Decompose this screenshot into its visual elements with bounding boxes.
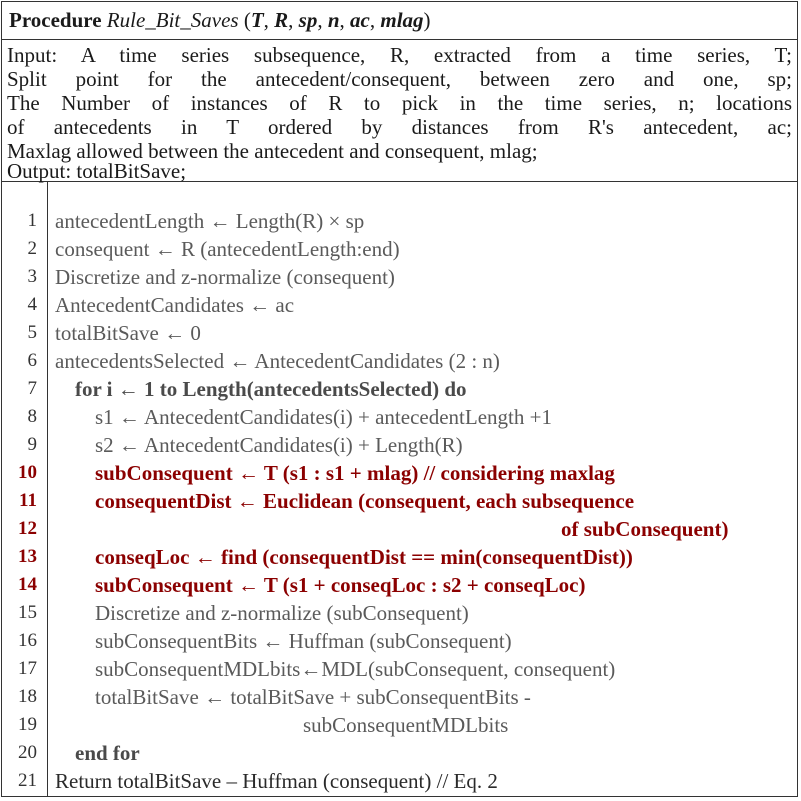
arg-mlag: mlag bbox=[380, 8, 424, 32]
code-line-13: conseqLoc ← find (consequentDist == min(consequentDist)) bbox=[95, 545, 633, 569]
line-number: 1 bbox=[27, 210, 37, 231]
input-line-3: The Number of instances of R to pick in the time series, n; locations bbox=[7, 91, 792, 115]
code-line-6: antecedentsSelected ← AntecedentCandidates (2 : n) bbox=[55, 349, 500, 373]
code-line-2: consequent ← R (antecedentLength:end) bbox=[55, 237, 400, 261]
line-number: 10 bbox=[18, 462, 37, 483]
line-number: 15 bbox=[18, 602, 37, 623]
algorithm-body bbox=[1, 182, 798, 797]
code-line-9: s2 ← AntecedentCandidates(i) + Length(R) bbox=[95, 433, 463, 457]
code-line-20: end for bbox=[75, 741, 140, 765]
code-line-8: s1 ← AntecedentCandidates(i) + antecedentLength +1 bbox=[95, 405, 552, 429]
arg-sp: sp bbox=[298, 8, 318, 32]
line-number: 5 bbox=[27, 322, 37, 343]
line-number: 19 bbox=[18, 714, 37, 735]
code-line-19: subConsequentMDLbits bbox=[303, 713, 509, 737]
procedure-header bbox=[1, 1, 798, 182]
line-number: 6 bbox=[27, 350, 37, 371]
output-line: Output: totalBitSave; bbox=[7, 159, 187, 183]
line-number: 3 bbox=[27, 266, 37, 287]
code-line-3: Discretize and z-normalize (consequent) bbox=[55, 265, 395, 289]
line-number: 8 bbox=[27, 406, 37, 427]
code-line-15: Discretize and z-normalize (subConsequent) bbox=[95, 601, 469, 625]
line-number: 2 bbox=[27, 238, 37, 259]
code-line-7: for i ← 1 to Length(antecedentsSelected) do bbox=[75, 377, 467, 401]
line-number: 18 bbox=[18, 686, 37, 707]
code-line-21: Return totalBitSave – Huffman (consequent) // Eq. 2 bbox=[55, 769, 498, 793]
code-line-11: consequentDist ← Euclidean (consequent, each subsequence bbox=[95, 489, 635, 513]
line-number: 20 bbox=[18, 742, 37, 763]
line-number: 9 bbox=[27, 434, 37, 455]
arg-ac: ac bbox=[350, 8, 370, 32]
close-paren: ) bbox=[423, 8, 431, 32]
procedure-title: Procedure Rule_Bit_Saves (T, R, sp, n, ac, mlag) bbox=[9, 8, 431, 32]
input-line-5: Maxlag allowed between the antecedent and consequent, mlag; bbox=[7, 139, 538, 163]
code-line-4: AntecedentCandidates ← ac bbox=[55, 293, 295, 317]
input-line-4: of antecedents in T ordered by distances from R's antecedent, ac; bbox=[7, 115, 792, 139]
code-line-14: subConsequent ← T (s1 + conseqLoc : s2 + conseqLoc) bbox=[95, 573, 586, 597]
code-line-1: antecedentLength ← Length(R) × sp bbox=[55, 209, 365, 233]
title-divider bbox=[1, 39, 798, 40]
code-line-18: totalBitSave ← totalBitSave + subConsequentBits - bbox=[95, 685, 531, 709]
line-number: 14 bbox=[18, 574, 37, 595]
line-number: 17 bbox=[18, 658, 37, 679]
input-line-1: Input: A time series subsequence, R, extracted from a time series, T; bbox=[7, 43, 792, 67]
code-line-12: of subConsequent) bbox=[561, 517, 729, 541]
line-number: 12 bbox=[18, 518, 37, 539]
code-line-5: totalBitSave ← 0 bbox=[55, 321, 201, 345]
line-number: 21 bbox=[18, 770, 37, 791]
input-line-2: Split point for the antecedent/consequent, between zero and one, sp; bbox=[7, 67, 792, 91]
line-number: 11 bbox=[19, 490, 37, 511]
arg-R: R bbox=[274, 8, 289, 32]
line-number: 4 bbox=[27, 294, 37, 315]
line-number: 7 bbox=[27, 378, 37, 399]
line-number: 13 bbox=[18, 546, 37, 567]
line-number: 16 bbox=[18, 630, 37, 651]
procedure-keyword: Procedure bbox=[9, 8, 102, 32]
open-paren: ( bbox=[243, 8, 251, 32]
code-line-10: subConsequent ← T (s1 : s1 + mlag) // considering maxlag bbox=[95, 461, 615, 485]
arg-n: n bbox=[327, 8, 340, 32]
code-line-16: subConsequentBits ← Huffman (subConsequent) bbox=[95, 629, 512, 653]
procedure-name: Rule_Bit_Saves bbox=[106, 8, 239, 32]
code-line-17: subConsequentMDLbits←MDL(subConsequent, consequent) bbox=[95, 657, 616, 681]
arg-T: T bbox=[250, 8, 264, 32]
